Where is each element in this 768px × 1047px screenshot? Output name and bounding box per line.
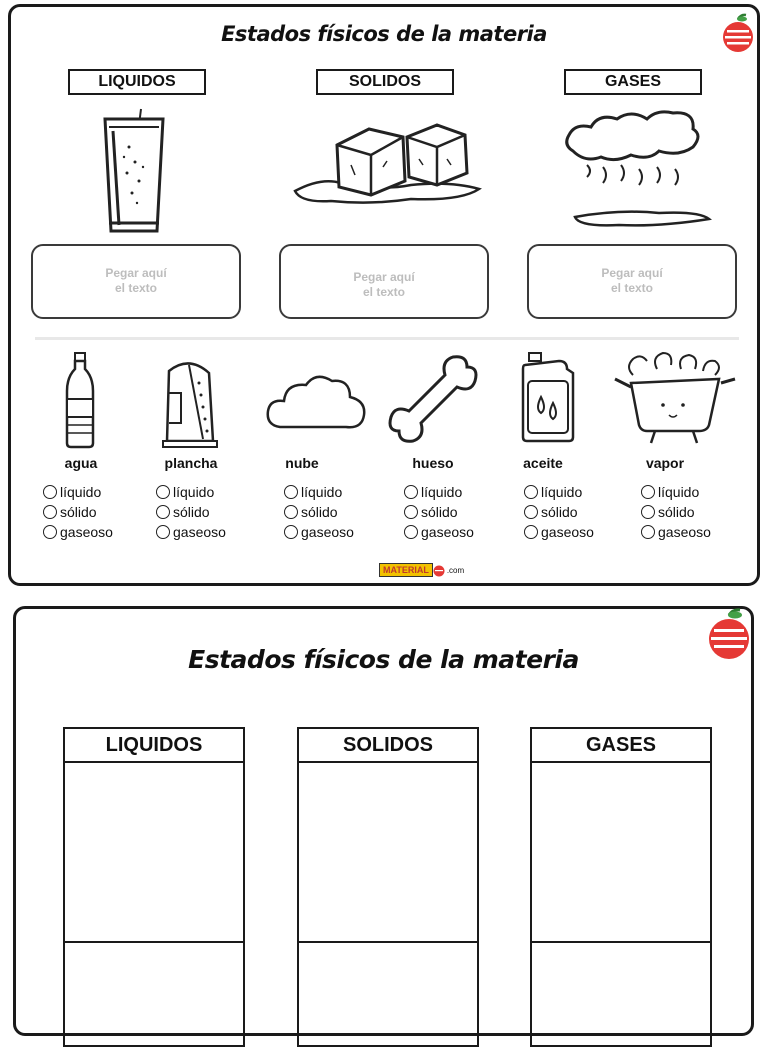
option-gaseoso[interactable]: gaseoso (404, 522, 474, 542)
water-bottle-icon (63, 351, 97, 449)
item-name-agua: agua (64, 455, 98, 471)
paste-hint-line2: el texto (114, 281, 157, 295)
paste-hint-line2: el texto (362, 285, 405, 299)
logo-domain: .com (446, 565, 465, 575)
worksheet-1 (8, 4, 760, 586)
logo-wordmark: MATERIAL (379, 563, 433, 577)
divider (35, 337, 739, 340)
radio-button[interactable] (524, 485, 538, 499)
option-liquido[interactable]: líquido (156, 482, 226, 502)
options-vapor (641, 482, 711, 542)
radio-button[interactable] (284, 505, 298, 519)
options-plancha (156, 482, 226, 542)
option-gaseoso[interactable]: gaseoso (284, 522, 354, 542)
radio-button[interactable] (156, 485, 170, 499)
worksheet-title: Estados físicos de la materia (221, 22, 547, 46)
options-aceite (524, 482, 594, 542)
option-solido[interactable]: sólido (404, 502, 474, 522)
options-agua (43, 482, 113, 542)
radio-button[interactable] (641, 525, 655, 539)
radio-button[interactable] (641, 505, 655, 519)
paste-box-solidos[interactable] (279, 244, 489, 319)
column-header-liquidos: LIQUIDOS (65, 729, 243, 763)
option-solido[interactable]: sólido (284, 502, 354, 522)
option-gaseoso[interactable]: gaseoso (524, 522, 594, 542)
column-cell[interactable] (532, 763, 710, 943)
options-nube (284, 482, 354, 542)
cloud-icon (264, 369, 368, 435)
sort-column-solidos (297, 727, 479, 1047)
apple-logo-icon (706, 607, 752, 661)
worksheet-title: Estados físicos de la materia (188, 645, 579, 674)
category-label-solidos: SOLIDOS (316, 69, 454, 95)
option-liquido[interactable]: líquido (641, 482, 711, 502)
item-name-hueso: hueso (412, 455, 454, 471)
sort-column-liquidos (63, 727, 245, 1047)
column-cell[interactable] (65, 763, 243, 943)
item-name-plancha: plancha (164, 455, 218, 471)
radio-button[interactable] (404, 505, 418, 519)
option-solido[interactable]: sólido (156, 502, 226, 522)
ice-cubes-icon (291, 115, 483, 207)
paste-hint-line1: Pegar aquí (353, 270, 415, 284)
radio-button[interactable] (284, 525, 298, 539)
option-liquido[interactable]: líquido (524, 482, 594, 502)
radio-button[interactable] (43, 505, 57, 519)
option-solido[interactable]: sólido (641, 502, 711, 522)
column-header-gases: GASES (532, 729, 710, 763)
item-name-aceite: aceite (523, 455, 563, 471)
paste-hint-line1: Pegar aquí (105, 266, 167, 280)
radio-button[interactable] (404, 485, 418, 499)
radio-button[interactable] (284, 485, 298, 499)
option-liquido[interactable]: líquido (404, 482, 474, 502)
option-gaseoso[interactable]: gaseoso (641, 522, 711, 542)
radio-button[interactable] (43, 485, 57, 499)
item-name-vapor: vapor (645, 455, 685, 471)
radio-button[interactable] (156, 525, 170, 539)
glass-of-water-icon (99, 107, 169, 235)
paste-box-liquidos[interactable] (31, 244, 241, 319)
category-label-liquidos: LIQUIDOS (68, 69, 206, 95)
evaporation-cloud-icon (559, 105, 715, 229)
option-gaseoso[interactable]: gaseoso (43, 522, 113, 542)
radio-button[interactable] (641, 485, 655, 499)
bone-icon (387, 353, 479, 445)
radio-button[interactable] (43, 525, 57, 539)
options-hueso (404, 482, 474, 542)
column-header-solidos: SOLIDOS (299, 729, 477, 763)
apple-logo-icon (433, 563, 445, 577)
category-label-gases: GASES (564, 69, 702, 95)
radio-button[interactable] (404, 525, 418, 539)
iron-icon (159, 353, 221, 449)
radio-button[interactable] (524, 525, 538, 539)
steaming-pot-icon (611, 349, 737, 447)
material-para-maestros-logo (379, 563, 464, 577)
radio-button[interactable] (156, 505, 170, 519)
radio-button[interactable] (524, 505, 538, 519)
item-name-nube: nube (285, 455, 319, 471)
option-gaseoso[interactable]: gaseoso (156, 522, 226, 542)
paste-hint-line2: el texto (610, 281, 653, 295)
option-solido[interactable]: sólido (524, 502, 594, 522)
worksheet-2 (13, 606, 754, 1036)
oil-jug-icon (519, 351, 577, 443)
apple-logo-icon (721, 13, 755, 53)
option-solido[interactable]: sólido (43, 502, 113, 522)
option-liquido[interactable]: líquido (284, 482, 354, 502)
paste-box-gases[interactable] (527, 244, 737, 319)
option-liquido[interactable]: líquido (43, 482, 113, 502)
paste-hint-line1: Pegar aquí (601, 266, 663, 280)
column-cell[interactable] (299, 763, 477, 943)
sort-column-gases (530, 727, 712, 1047)
